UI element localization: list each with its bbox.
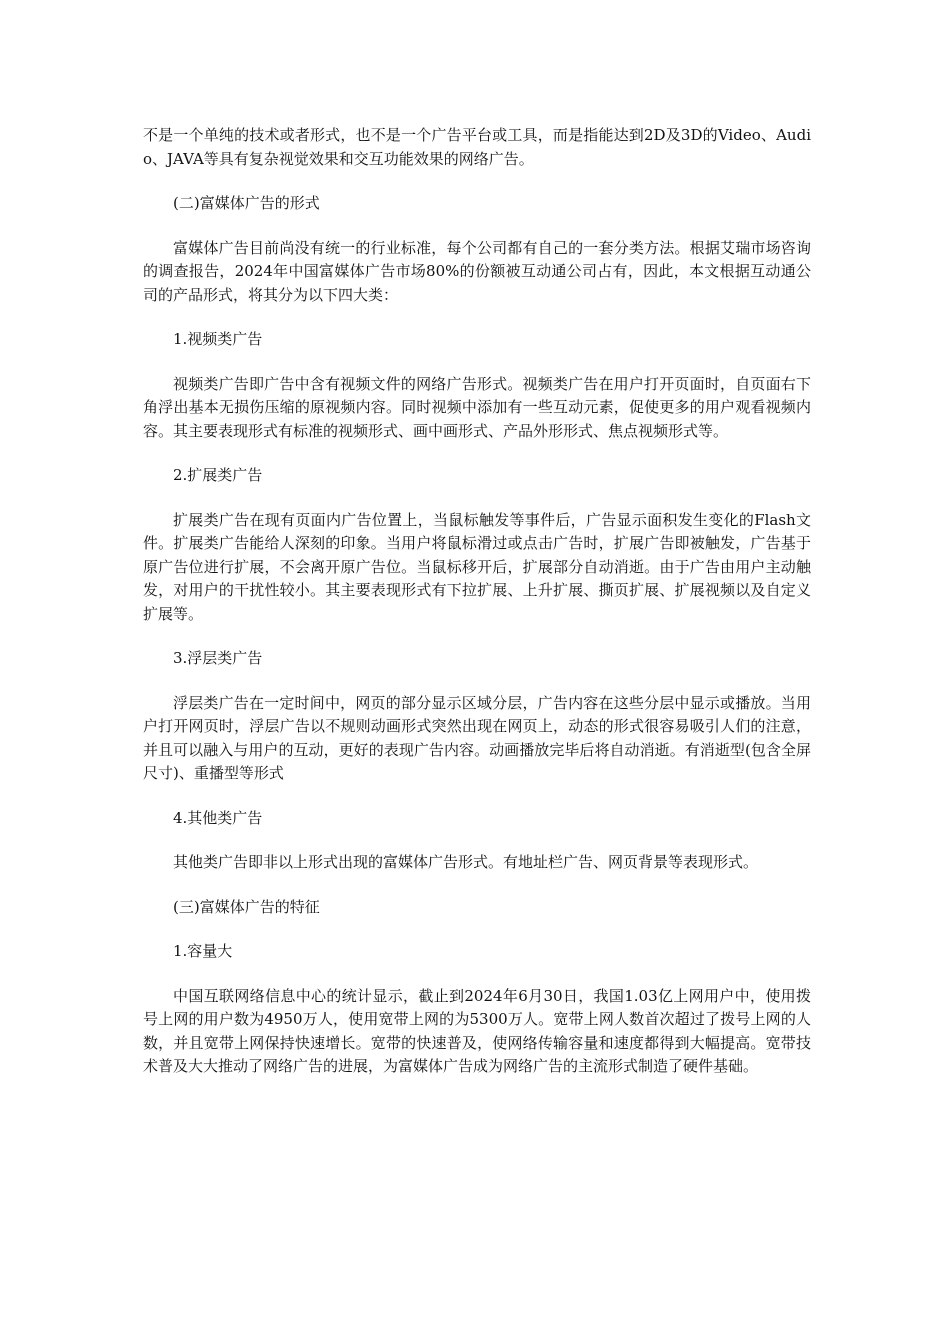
- subheading-float-ads: 3.浮层类广告: [173, 649, 263, 667]
- paragraph-capacity: 中国互联网络信息中心的统计显示，截止到2024年6月30日，我国1.03亿上网用户中，使用拨号上网的用户数为4950万人，使用宽带上网的为5300万人。宽带上网人数首次超过了拨号上网的人数，并且宽带上网保持快速增长。宽带的快速普及，使网络传输容量和速度都得到大幅提高。宽带技术普及大大推动了网络广告的进展，为富媒体广告成为网络广告的主流形式制造了硬件基础。: [143, 986, 811, 1075]
- subheading-other-ads: 4.其他类广告: [173, 808, 263, 827]
- subheading-capacity: 1.容量大: [173, 942, 233, 960]
- subheading-video-ads: 1.视频类广告: [173, 330, 263, 348]
- paragraph-float-ads: 浮层类广告在一定时间中，网页的部分显示区域分层，广告内容在这些分层中显示或播放。当用户打开网页时，浮层广告以不规则动画形式突然出现在网页上，动态的形式很容易吸引人们的注意，并且可以融入与用户的互动，更好的表现广告内容。动画播放完毕后将自动消逝。有消逝型(包含全屏尺寸)、重播型等形式: [143, 693, 811, 782]
- paragraph-other-ads: 其他类广告即非以上形式出现的富媒体广告形式。有地址栏广告、网页背景等表现形式。: [173, 853, 759, 871]
- section-heading-forms: (二)富媒体广告的形式: [173, 194, 320, 212]
- document-page: [143, 124, 811, 1100]
- section-heading-features: (三)富媒体广告的特征: [173, 897, 320, 916]
- paragraph-expand-ads: 扩展类广告在现有页面内广告位置上，当鼠标触发等事件后，广告显示面积发生变化的Flash文件。扩展类广告能给人深刻的印象。当用户将鼠标滑过或点击广告时，扩展广告即被触发，广告基于原广告位进行扩展，不会离开原广告位。当鼠标移开后，扩展部分自动消逝。由于广告由用户主动触发，对用户的干扰性较小。其主要表现形式有下拉扩展、上升扩展、撕页扩展、扩展视频以及自定义扩展等。: [143, 510, 811, 623]
- paragraph-intro: 不是一个单纯的技术或者形式，也不是一个广告平台或工具，而是指能达到2D及3D的Video、Audio、JAVA等具有复杂视觉效果和交互功能效果的网络广告。: [143, 126, 811, 168]
- paragraph-forms: 富媒体广告目前尚没有统一的行业标准，每个公司都有自己的一套分类方法。根据艾瑞市场咨询的调查报告，2024年中国富媒体广告市场80%的份额被互动通公司占有，因此，本文根据互动通公司的产品形式，将其分为以下四大类：: [143, 238, 811, 304]
- subheading-expand-ads: 2.扩展类广告: [173, 466, 263, 484]
- paragraph-video-ads: 视频类广告即广告中含有视频文件的网络广告形式。视频类广告在用户打开页面时，自页面右下角浮出基本无损伤压缩的原视频内容。同时视频中添加有一些互动元素，促使更多的用户观看视频内容。其主要表现形式有标准的视频形式、画中画形式、产品外形形式、焦点视频形式等。: [143, 374, 811, 440]
